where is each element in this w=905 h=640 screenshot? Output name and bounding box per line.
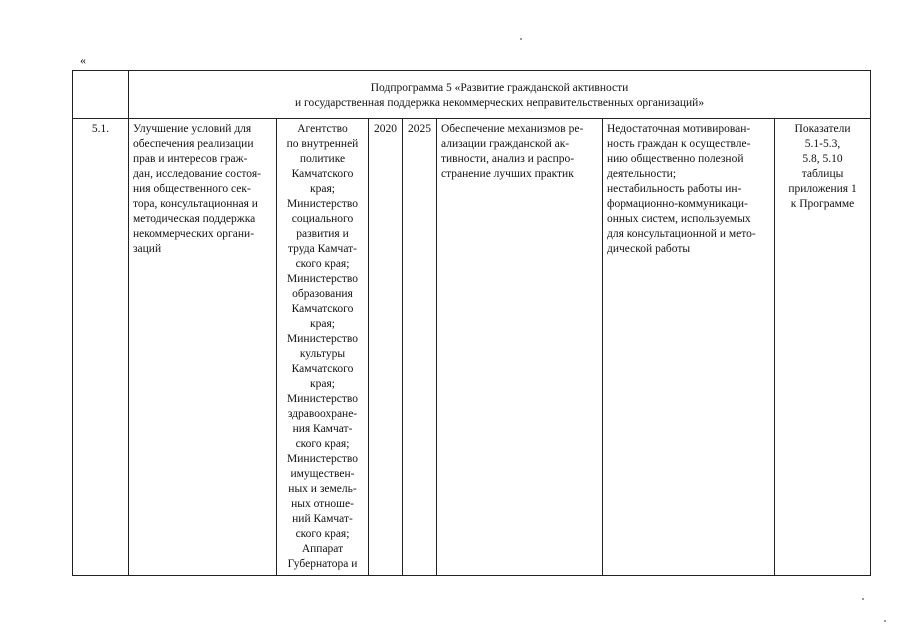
cell-text-line: приложения 1 (788, 183, 857, 195)
indicators-cell (775, 119, 871, 576)
cell-text-line: труда Камчат- (288, 243, 357, 255)
cell-text-line: нию общественно полезной (607, 153, 744, 165)
end-year-cell: 2025 (403, 119, 437, 576)
cell-text-line: политике (299, 153, 346, 165)
cell-text-line: Министерство (287, 333, 358, 345)
cell-text-line: Показатели (794, 123, 851, 135)
subprogram-title (129, 71, 871, 119)
cell-text-line: ализации гражданской ак- (441, 138, 570, 150)
cell-text-line: Министерство (287, 273, 358, 285)
cell-text-line: ний Камчат- (292, 513, 353, 525)
program-table (72, 70, 871, 576)
cell-text-line: для консультационной и мето- (607, 228, 756, 240)
cell-text-line: обеспечения реализации (133, 138, 254, 150)
cell-text-line: ния общественного сек- (133, 183, 251, 195)
cell-text-line: формационно-коммуникаци- (607, 198, 748, 210)
cell-text-line: нестабильность работы ин- (607, 183, 742, 195)
cell-text-line: развития и (296, 228, 349, 240)
cell-text-line: ского края; (295, 258, 350, 270)
table-row (73, 119, 871, 576)
scan-speck (862, 598, 864, 600)
blank-number-cell (73, 71, 129, 119)
cell-text-line: Камчатского (291, 303, 354, 315)
cell-text-line: Улучшение условий для (133, 123, 252, 135)
cell-text-line: ных отноше- (291, 498, 354, 510)
cell-text-line: ского края; (295, 528, 350, 540)
cell-text-line: края; (310, 183, 335, 195)
cell-text-line: Министерство (287, 453, 358, 465)
cell-text-line: имуществен- (290, 468, 355, 480)
cell-text-line: тивности, анализ и распро- (441, 153, 575, 165)
cell-text-line: заций (133, 243, 162, 255)
cell-text-line: странение лучших практик (441, 168, 574, 180)
cell-text-line: дан, исследование состоя- (133, 168, 261, 180)
cell-text-line: Аппарат (301, 543, 344, 555)
cell-text-line: Губернатора и (287, 558, 358, 570)
row-number: 5.1. (73, 119, 129, 576)
cell-text-line: к Программе (790, 198, 855, 210)
measure-cell (129, 119, 277, 576)
cell-text-line: таблицы (801, 168, 844, 180)
cell-text-line: Агентство (297, 123, 348, 135)
consequences-cell (603, 119, 775, 576)
cell-text-line: Обеспечение механизмов ре- (441, 123, 584, 135)
cell-text-line: Камчатского (291, 168, 354, 180)
cell-text-line: онных систем, используемых (607, 213, 751, 225)
cell-text-line: Камчатского (291, 363, 354, 375)
cell-text-line: Недостаточная мотивирован- (607, 123, 751, 135)
cell-text-line: дической работы (607, 243, 691, 255)
subprogram-header-row (73, 71, 871, 119)
cell-text-line: социального (291, 213, 354, 225)
result-cell (437, 119, 603, 576)
start-year-cell: 2020 (369, 119, 403, 576)
executor-cell (277, 119, 369, 576)
scan-speck (884, 620, 886, 622)
cell-text-line: Министерство (287, 393, 358, 405)
cell-text-line: здравоохране- (287, 408, 358, 420)
cell-text-line: 5.1-5.3, (804, 138, 841, 150)
cell-text-line: некоммерческих органи- (133, 228, 255, 240)
cell-text-line: деятельности; (607, 168, 677, 180)
scan-speck (520, 38, 522, 40)
cell-text-line: методическая поддержка (133, 213, 256, 225)
opening-quote-mark: « (80, 53, 86, 67)
cell-text-line: ния Камчат- (292, 423, 353, 435)
cell-text-line: по внутренней (286, 138, 359, 150)
cell-text-line: ность граждан к осуществле- (607, 138, 751, 150)
subprogram-title-line: Подпрограмма 5 «Развитие гражданской активности (370, 82, 629, 94)
cell-text-line: образования (292, 288, 353, 300)
cell-text-line: края; (310, 378, 335, 390)
cell-text-line: культуры (299, 348, 346, 360)
cell-text-line: тора, консультационная и (133, 198, 258, 210)
cell-text-line: ных и земель- (288, 483, 357, 495)
subprogram-title-line: и государственная поддержка некоммерческих неправительственных организаций» (294, 97, 705, 109)
cell-text-line: прав и интересов граж- (133, 153, 248, 165)
cell-text-line: 5.8, 5.10 (802, 153, 843, 165)
cell-text-line: ского края; (295, 438, 350, 450)
cell-text-line: Министерство (287, 198, 358, 210)
cell-text-line: края; (310, 318, 335, 330)
